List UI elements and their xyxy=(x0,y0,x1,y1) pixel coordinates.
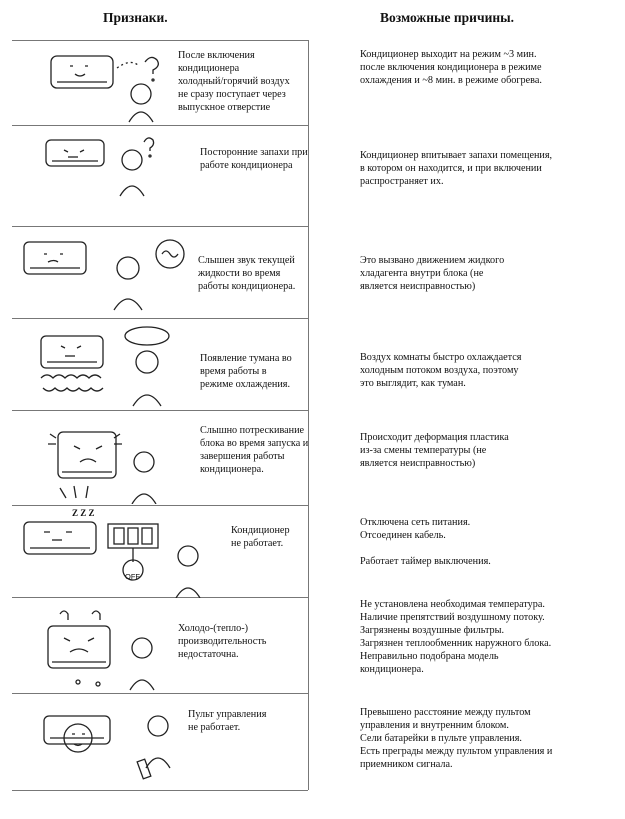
illustration-delayed-air xyxy=(45,42,175,124)
illustration-crackle xyxy=(40,418,170,504)
illustration-not-working xyxy=(20,508,220,598)
cause-text: Не установлена необходимая температура. Наличие препятствий воздушному потоку. Загрязнены воздушные фильтры. Загрязнен теплообменник наружного блока. Неправильно подобрана модель кондиционера. xyxy=(360,599,552,675)
header-causes: Возможные причины. xyxy=(380,10,515,25)
cause-text: Происходит деформация пластика из-за смены температуры (не является неисправностью) xyxy=(360,432,509,469)
row-separator xyxy=(12,410,308,411)
illustration-remote xyxy=(36,702,186,786)
row-separator xyxy=(12,40,308,41)
symptom-text: Кондиционер не работает. xyxy=(231,525,290,549)
off-label: OFF xyxy=(125,572,140,581)
row-separator xyxy=(12,226,308,227)
illustration-low-capacity xyxy=(40,604,170,692)
row-separator xyxy=(12,693,308,694)
illustration-liquid-sound xyxy=(20,232,190,312)
row-separator xyxy=(12,505,308,506)
cause-text: Отключена сеть питания. Отсоединен кабель. Работает таймер выключения. xyxy=(360,517,491,567)
illustration-odor xyxy=(40,130,160,200)
cause-text: Кондиционер выходит на режим ~3 мин. после включения кондиционера в режиме охлаждения и ~8 мин. в режиме обогрева. xyxy=(360,49,542,86)
row-separator xyxy=(12,318,308,319)
cause-text: Воздух комнаты быстро охлаждается холодным потоком воздуха, поэтому это выглядит, как туман. xyxy=(360,352,522,389)
cause-text: Превышено расстояние между пультом управления и внутренним блоком. Сели батарейки в пульте управления. Есть преграды между пультом управления и приемником сигнала. xyxy=(360,707,553,770)
symptom-text: После включения кондиционера холодный/горячий воздух не сразу поступает через выпускное отверстие xyxy=(178,50,290,113)
symptom-text: Появление тумана во время работы в режиме охлаждения. xyxy=(200,353,292,390)
illustration-fog xyxy=(35,322,185,408)
symptom-text: Пульт управления не работает. xyxy=(188,709,267,733)
symptom-text: Слышен звук текущей жидкости во время работы кондиционера. xyxy=(198,255,296,292)
row-separator xyxy=(12,790,308,791)
cause-text: Кондиционер впитывает запахи помещения, в котором он находится, и при включении распространяет их. xyxy=(360,150,553,187)
cause-text: Это вызвано движением жидкого хладагента внутри блока (не является неисправностью) xyxy=(360,255,505,292)
symptom-text: Посторонние запахи при работе кондиционера xyxy=(200,147,308,171)
symptom-text: Холодо-(тепло-) производительность недостаточна. xyxy=(178,623,267,660)
header-symptoms: Признаки. xyxy=(103,10,168,25)
zzz-label: Z Z Z xyxy=(72,508,95,518)
column-divider xyxy=(308,40,309,790)
row-separator xyxy=(12,125,308,126)
symptom-text: Слышно потрескивание блока во время запуска и завершения работы кондиционера. xyxy=(200,425,309,475)
